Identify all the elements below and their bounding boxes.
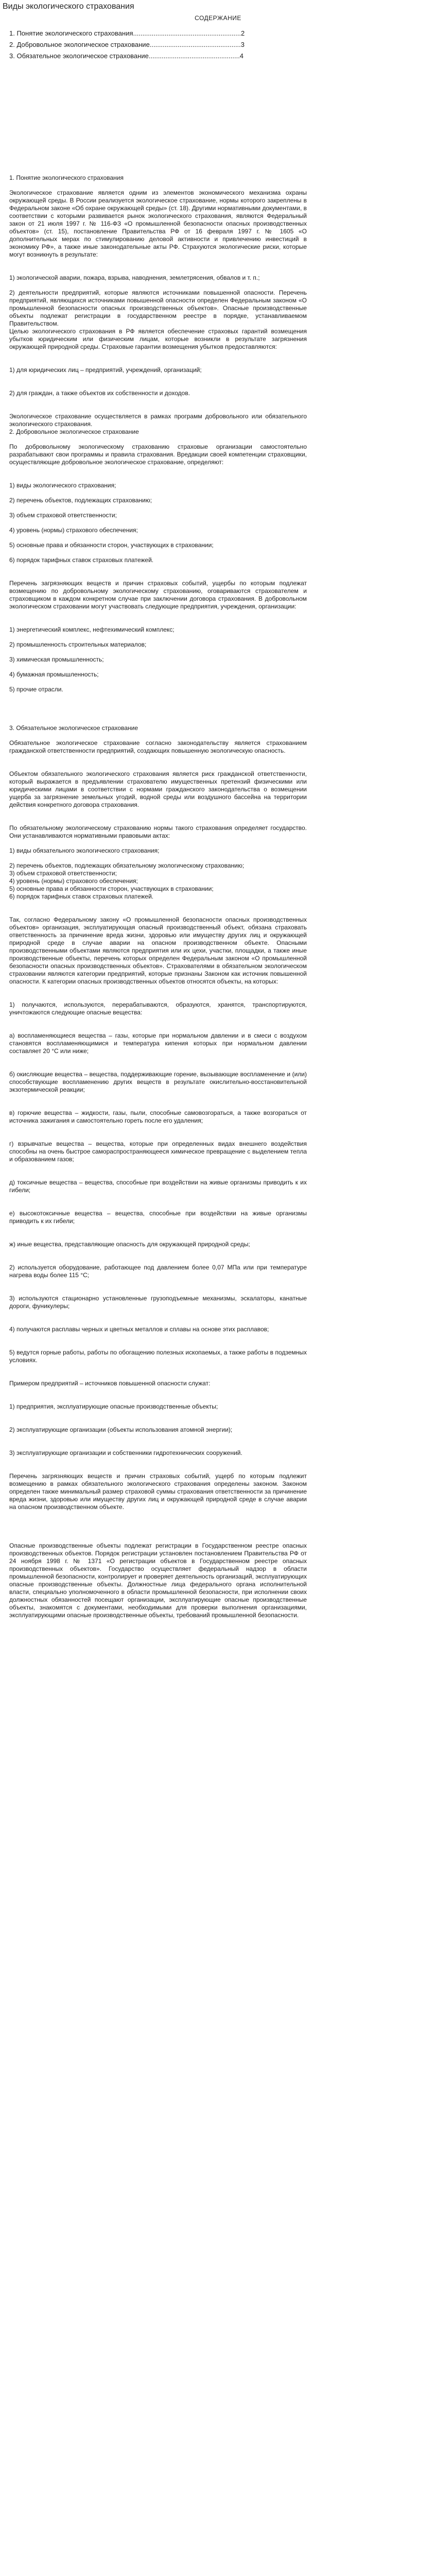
list-item: 6) порядок тарифных ставок страховых платежей. bbox=[9, 556, 154, 564]
list-item: 2) для граждан, а также объектов их собственности и доходов. bbox=[9, 389, 190, 397]
list-item: 5) прочие отрасли. bbox=[9, 686, 63, 693]
paragraph: Объектом обязательного экологического страхования является риск гражданской ответственности, который выражается в предъявлении страхователю имущественных претензий физическими или юридическими лицами в соответствии с нормами гражданского законодательства о возмещении ущерба за загрязнение земельных угодий, водной среды или воздушного бассейна на территории действия конкретного договора страхования. bbox=[9, 770, 307, 808]
list-item: 3) объем страховой ответственности; bbox=[9, 870, 117, 877]
section-3-title: 3. Обязательное экологическое страхование bbox=[9, 724, 138, 732]
list-item: 3) объем страховой ответственности; bbox=[9, 512, 117, 519]
list-item: ж) иные вещества, представляющие опасность для окружающей природной среды; bbox=[9, 1241, 250, 1248]
paragraph: По обязательному экологическому страхованию нормы такого страхования определяет государство. Они устанавливаются нормативными правовыми актах: bbox=[9, 824, 307, 839]
paragraph: Целью экологического страхования в РФ является обеспечение страховых гарантий возмещения убытков юридическим или физическим лицам, которые возникли в результате загрязнения окружающей природной среды. Страховые гарантии возмещения убытков предоставляются: bbox=[9, 328, 307, 350]
list-item: 1) энергетический комплекс, нефтехимический комплекс; bbox=[9, 626, 175, 633]
list-item: 3) эксплуатирующие организации и собственники гидротехнических сооружений. bbox=[9, 1449, 242, 1456]
section-2-title: 2. Добровольное экологическое страхование bbox=[9, 428, 139, 435]
paragraph: Опасные производственные объекты подлежат регистрации в Государственном реестре опасных производственных объектов. Порядок регистрации установлен постановлением Правительства РФ от 24 ноября 1998 г. № 1371 «О регистрации объектов в Государственном реестре опасных производственных объектов». Государство осуществляет федеральный надзор в области промышленной безопасности, контролирует и проверяет деятельность организаций, эксплуатирующих опасные производственные объекты. Должностные лица федерального органа исполнительной власти, специально уполномоченного в области промышленной безопасности, при исполнении своих должностных обязанностей посещают организации, эксплуатирующие опасные производственные объекты, знакомятся с документами, необходимыми для проверки выполнения организациями, эксплуатирующими опасные производственные объекты, требований промышленной безопасности. bbox=[9, 1542, 307, 1619]
table-of-contents bbox=[9, 28, 426, 62]
list-item: 4) бумажная промышленность; bbox=[9, 671, 99, 678]
list-item: 5) основные права и обязанности сторон, участвующих в страховании; bbox=[9, 541, 214, 549]
list-item: 2) перечень объектов, подлежащих страхованию; bbox=[9, 497, 152, 504]
paragraph: Перечень загрязняющих веществ и причин страховых событий, ущербы по которым подлежат возмещению по добровольному экологическому страхованию, оговариваются страхователем и страховщиком в каждом конкретном случае при заключении договора страхования. В добровольном экологическом страховании могут участвовать следующие предприятия, учреждения, организации: bbox=[9, 580, 307, 610]
paragraph: Экологическое страхование осуществляется в рамках программ добровольного или обязательного экологического страхования. bbox=[9, 413, 307, 428]
list-item: 2) деятельности предприятий, которые являются источниками повышенной опасности. Перечень предприятий, являющихся источниками повышенной опасности определен Федеральным законом «О промышленной безопасности опасных производственных объектов». Опасные производственные объекты подлежат регистрации в государственном реестре в порядке, устанавливаемом Правительством. bbox=[9, 289, 307, 327]
paragraph: Так, согласно Федеральному закону «О промышленной безопасности опасных производственных объектов» организация, эксплуатирующая опасный производственный объект, обязана страховать ответственность за причинение вреда жизни, здоровью или имуществу других лиц и окружающей природной среде в случае аварии на опасном производственном объекте. Опасными производственными объектами являются предприятия или их цехи, участки, площадки, а также иные производственные объекты, перечень которых определен Федеральным законом «О промышленной безопасности опасных производственных объектов». Страхователями в обязательном экологическом страховании являются категории предприятий, которые признаны Законом как источник повышенной опасности. К категории опасных производственных объектов относятся объекты, на которых: bbox=[9, 916, 307, 985]
list-item: 5) основные права и обязанности сторон, участвующих в страховании; bbox=[9, 885, 214, 892]
section-1-title: 1. Понятие экологического страхования bbox=[9, 174, 124, 181]
document-title: Виды экологического страхования bbox=[3, 2, 134, 11]
toc-heading: СОДЕРЖАНИЕ bbox=[195, 14, 241, 22]
list-item: 1) получаются, используются, перерабатываются, образуются, хранятся, транспортируются, уничтожаются следующие опасные вещества: bbox=[9, 1001, 307, 1016]
paragraph: По добровольному экологическому страхованию страховые организации самостоятельно разрабатывают свои программы и правила страхования. Вредакции своей компетенции страховщики, осуществляющие добровольное экологическое страхование, определяют: bbox=[9, 443, 307, 466]
list-item: 1) экологической аварии, пожара, взрыва, наводнения, землетрясения, обвалов и т. п.; bbox=[9, 274, 260, 281]
list-item: е) высокотоксичные вещества – вещества, способные при воздействии на живые организмы приводить к их гибели; bbox=[9, 1210, 307, 1225]
list-item: в) горючие вещества – жидкости, газы, пыли, способные самовозгораться, а также возгораться от источника зажигания и самостоятельно гореть после его удаления; bbox=[9, 1109, 307, 1124]
list-item: 2) промышленность строительных материалов; bbox=[9, 641, 147, 648]
document-body bbox=[9, 71, 307, 1619]
toc-item[interactable]: 3. Обязательное экологическое страхование.................................................4 bbox=[9, 52, 244, 60]
list-item: 1) виды экологического страхования; bbox=[9, 482, 116, 489]
toc-item[interactable]: 1. Понятие экологического страхования..........................................................2 bbox=[9, 29, 245, 37]
list-item: 2) эксплуатирующие организации (объекты использования атомной энергии); bbox=[9, 1426, 233, 1433]
list-item: а) воспламеняющиеся вещества – газы, которые при нормальном давлении и в смеси с воздухом становятся воспламеняющимися и температура кипения которых при нормальном давлении составляет 20 °С или ниже; bbox=[9, 1032, 307, 1055]
list-item: 3) используются стационарно установленные грузоподъемные механизмы, эскалаторы, канатные дороги, фуникулеры; bbox=[9, 1295, 307, 1310]
list-item: 1) для юридических лиц – предприятий, учреждений, организаций; bbox=[9, 366, 202, 374]
list-item: г) взрывчатые вещества – вещества, которые при определенных видах внешнего воздействия способны на очень быстрое самораспространяющееся химическое превращение с выделением тепла и образованием газов; bbox=[9, 1140, 307, 1163]
list-item: д) токсичные вещества – вещества, способные при воздействии на живые организмы приводить к их гибели; bbox=[9, 1179, 307, 1194]
paragraph: Экологическое страхование является одним из элементов экономического механизма охраны окружающей среды. В России реализуется экологическое страхование, нормы которого закреплены в Федеральном законе «Об охране окружающей среды» (ст. 18). Другими нормативными документами, в соответствии с которыми развивается рынок экологического страхования, являются Федеральный закон от 21 июля 1997 г. № 116-ФЗ «О промышленной безопасности опасных производственных объектов» (ст. 15), постановление Правительства РФ от 16 февраля 1997 г. № 1605 «О дополнительных мерах по стимулированию деловой активности и привлечению инвестиций в экономику РФ», а также иные законодательные акты РФ. Страхуются экологические риски, которые могут возникнуть в результате: bbox=[9, 189, 307, 258]
list-item: 4) уровень (нормы) страхового обеспечения; bbox=[9, 527, 138, 534]
list-item: 4) уровень (нормы) страхового обеспечения; bbox=[9, 877, 138, 885]
paragraph: Перечень загрязняющих веществ и причин страховых событий, ущерб по которым подлежит возмещению в рамках обязательного экологического страхования определены законом. Законом определен также минимальный размер страховой суммы страхования ответственности за причинение вреда жизни, здоровью или имуществу других лиц и окружающей природной среде в случае аварии на опасном производственном объекте. bbox=[9, 1472, 307, 1511]
list-item: 4) получаются расплавы черных и цветных металлов и сплавы на основе этих расплавов; bbox=[9, 1326, 269, 1333]
list-item: 5) ведутся горные работы, работы по обогащению полезных ископаемых, а также работы в подземных условиях. bbox=[9, 1349, 307, 1364]
list-item: 2) перечень объектов, подлежащих обязательному экологическому страхованию; bbox=[9, 862, 245, 869]
list-item: 2) используется оборудование, работающее под давлением более 0,07 МПа или при температуре нагрева воды более 115 °С; bbox=[9, 1264, 307, 1279]
list-item: 1) предприятия, эксплуатирующие опасные производственные объекты; bbox=[9, 1403, 218, 1410]
toc-item[interactable]: 2. Добровольное экологическое страхование.................................................3 bbox=[9, 41, 245, 48]
paragraph: Обязательное экологическое страхование согласно законодательству является страхованием гражданской ответственности предприятий, создающих повышенную экологическую опасность. bbox=[9, 739, 307, 754]
list-item: 1) виды обязательного экологического страхования; bbox=[9, 847, 160, 854]
list-item: 6) порядок тарифных ставок страховых платежей. bbox=[9, 893, 154, 900]
paragraph: Примером предприятий – источников повышенной опасности служат: bbox=[9, 1380, 211, 1387]
list-item: 3) химическая промышленность; bbox=[9, 656, 104, 663]
list-item: б) окисляющие вещества – вещества, поддерживающие горение, вызывающие воспламенение и (или) способствующие воспламенению других веществ в результате окислительно-восстановительной экзотермической реакции; bbox=[9, 1071, 307, 1093]
